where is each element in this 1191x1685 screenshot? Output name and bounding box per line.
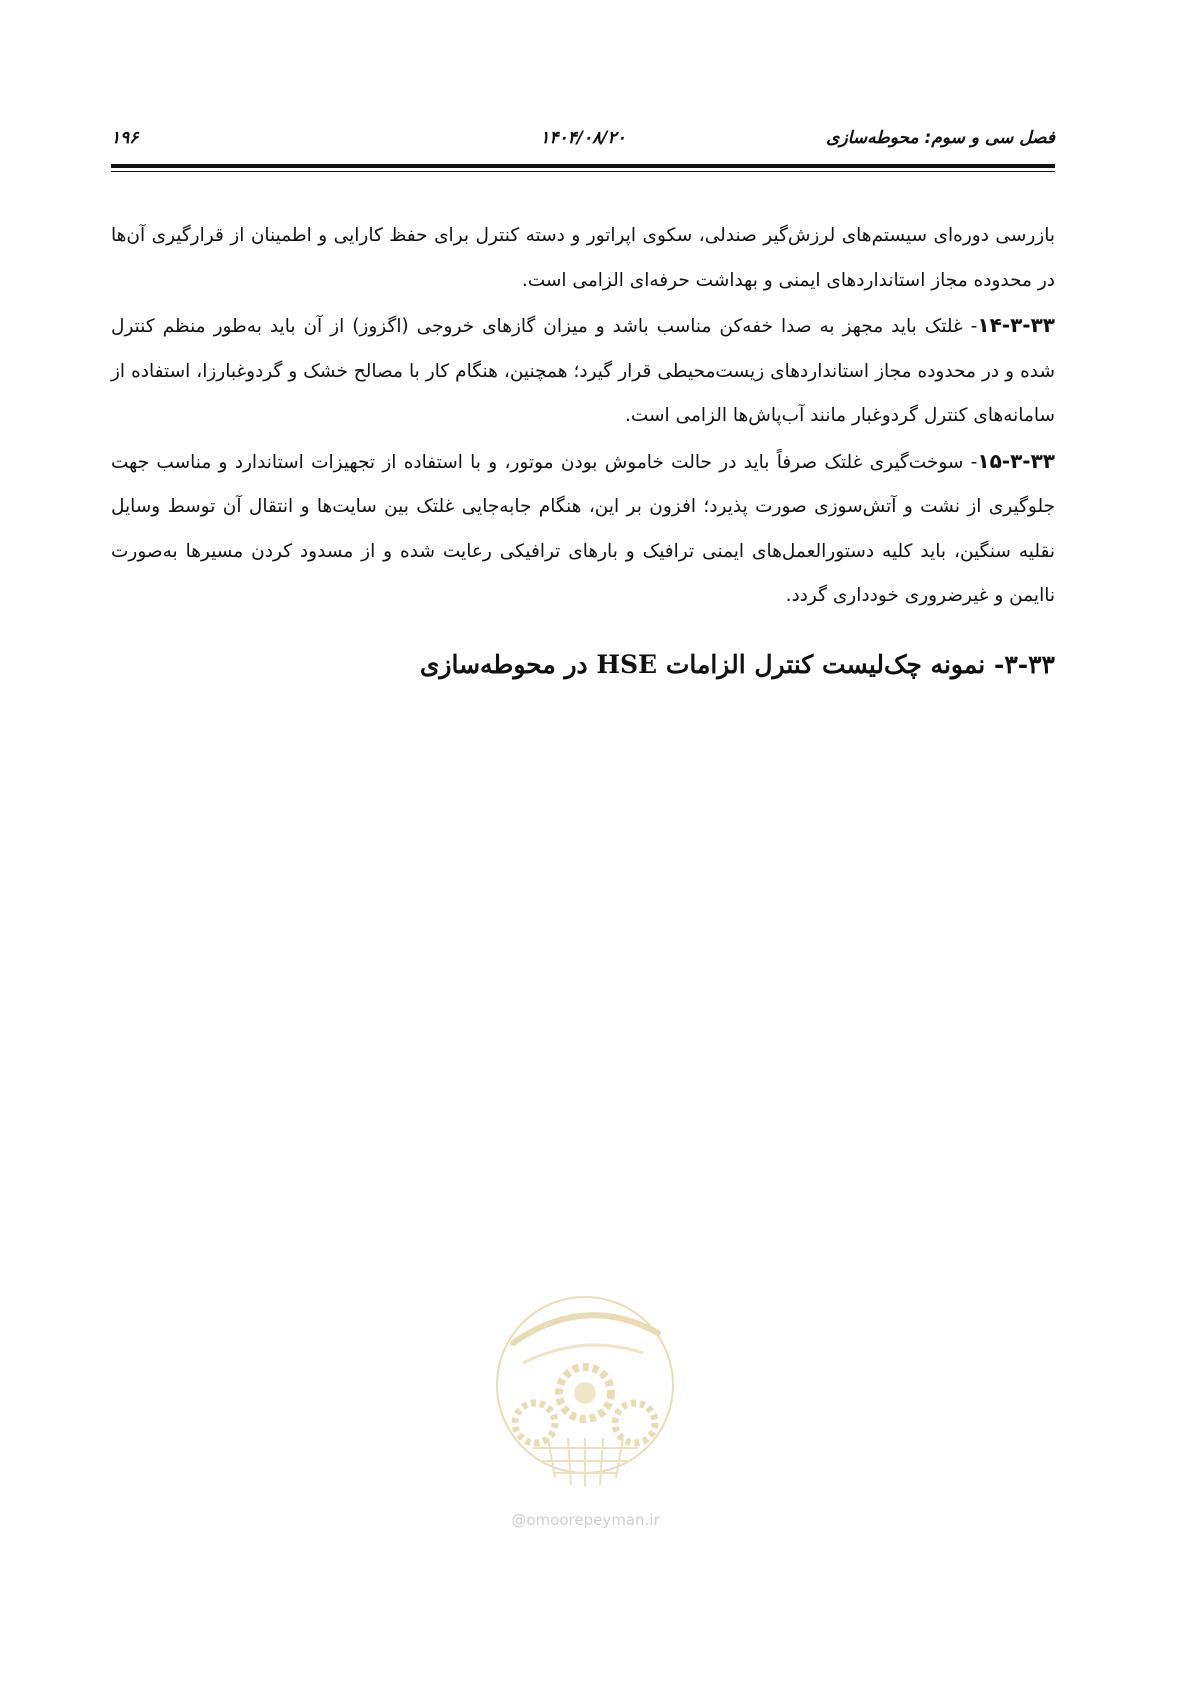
header-rule-thick <box>111 164 1055 168</box>
watermark <box>493 1273 678 1546</box>
paragraph <box>111 214 1055 303</box>
watermark-url: @omoorepeyman.ir <box>511 1511 660 1529</box>
body-text <box>111 214 1055 619</box>
page-header <box>111 128 1055 152</box>
watermark-logo-icon <box>493 1273 678 1503</box>
header-rule-thin <box>111 171 1055 172</box>
clause-number: ۱۵-۳-۳۳ <box>977 448 1055 473</box>
paragraph <box>111 439 1055 619</box>
section-heading: ۳-۳۳- نمونه چک‌لیست کنترل الزامات HSE در محوطه‌سازی <box>419 650 1055 679</box>
header-date: ۱۴۰۴/۰۸/۲۰ <box>540 128 626 148</box>
paragraph-text: بازرسی دوره‌ای سیستم‌های لرزش‌گیر صندلی، سکوی اپراتور و دسته کنترل برای حفظ کارایی و اطمینان از قرارگیری آن‌ها در محدوده مجاز استانداردهای ایمنی و بهداشت حرفه‌ای الزامی است. <box>111 225 1055 291</box>
clause-number: ۱۴-۳-۳۳ <box>977 313 1055 337</box>
paragraph <box>111 303 1055 439</box>
chapter-title: فصل سی و سوم: محوطه‌سازی <box>826 128 1055 148</box>
paragraph-text: - سوخت‌گیری غلتک صرفاً باید در حالت خاموش بودن موتور، و با استفاده از تجهیزات استاندارد و مناسب جهت جلوگیری از نشت و آتش‌سوزی صورت پذیرد؛ افزون بر این، هنگام جابه‌جایی غلتک بین سایت‌ها و انتقال آن توسط وسایل نقلیه سنگین، باید کلیه دستورالعمل‌های ایمنی ترافیک و بارهای ترافیکی رعایت شده و از مسدود کردن مسیرها به‌صورت ناایمن و غیرضروری خودداری گردد. <box>111 451 1055 606</box>
paragraph-text: - غلتک باید مجهز به صدا خفه‌کن مناسب باشد و میزان گازهای خروجی (اگزوز) از آن باید به‌طور منظم کنترل شده و در محدوده مجاز استانداردهای زیست‌محیطی قرار گیرد؛ همچنین، هنگام کار با مصالح خشک و گردوغبارزا، استفاده از سامانه‌های کنترل گردوغبار مانند آب‌پاش‌ها الزامی است. <box>111 316 1055 426</box>
page-number: ۱۹۶ <box>111 128 139 148</box>
